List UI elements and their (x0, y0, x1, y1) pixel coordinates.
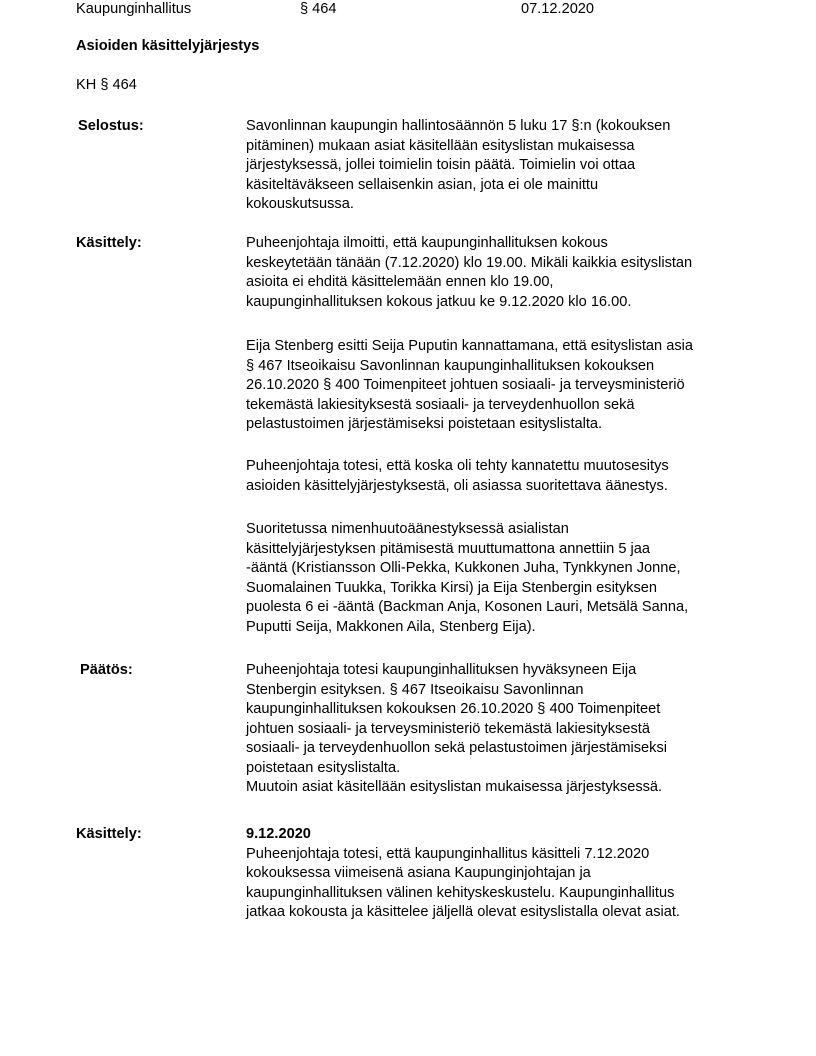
header-date: 07.12.2020 (521, 1, 595, 17)
text-line: poistetaan esityslistalta. (246, 759, 401, 776)
subheading-date: 9.12.2020 (246, 826, 311, 842)
paragraph (246, 457, 766, 496)
text-line: kaupunginhallituksen välinen kehityskeskustelu. Kaupunginhallitus (246, 884, 675, 901)
text-line: § 467 Itseoikaisu Savonlinnan kaupunginhallituksen kokouksen (246, 357, 655, 374)
text-line: johtuen sosiaali- ja terveysministeriö tekemästä lakiesityksestä (246, 720, 650, 737)
section-body-kasittely-2 (246, 825, 766, 923)
paragraph (246, 234, 766, 312)
text-line: Puputti Seija, Makkonen Aila, Stenberg Eija). (246, 618, 536, 635)
text-line: Puheenjohtaja totesi kaupunginhallituksen hyväksyneen Eija (246, 662, 637, 678)
text-line: Puheenjohtaja totesi, että koska oli tehty kannatettu muutosesitys (246, 458, 669, 474)
section-label-kasittely: Käsittely: (76, 235, 142, 251)
text-line: jatkaa kokousta ja käsittelee jäljellä olevat esityslistalla olevat asiat. (246, 904, 680, 920)
header-organ: Kaupunginhallitus (76, 1, 192, 17)
text-line: Stenbergin esityksen. § 467 Itseoikaisu Savonlinnan (246, 681, 584, 698)
text-line: kaupunginhallituksen kokous jatkuu ke 9.12.2020 klo 16.00. (246, 293, 632, 310)
text-line: Eija Stenberg esitti Seija Puputin kannattamana, että esityslistan asia (246, 338, 693, 354)
section-body-paatos (246, 661, 766, 798)
text-line: kokouksessa viimeisenä asiana Kaupunginjohtajan ja (246, 865, 591, 881)
section-body-kasittely-cont (246, 457, 766, 496)
text-line: -ääntä (Kristiansson Olli-Pekka, Kukkonen Juha, Tynkkynen Jonne, (246, 560, 681, 576)
text-line: kokouskutsussa. (246, 196, 354, 212)
text-line: Suoritetussa nimenhuutoäänestyksessä asialistan (246, 521, 569, 537)
paragraph (246, 661, 766, 798)
text-line: kaupunginhallituksen kokouksen 26.10.2020 § 400 Toimenpiteet (246, 701, 661, 717)
section-body-kasittely-cont (246, 520, 766, 637)
text-line: Puheenjohtaja totesi, että kaupunginhallitus käsitteli 7.12.2020 (246, 845, 650, 862)
section-label-selostus: Selostus: (78, 118, 144, 134)
paragraph (246, 845, 766, 923)
text-line: järjestyksessä, jollei toimielin toisin päätä. Toimielin voi ottaa (246, 157, 636, 173)
text-line: 26.10.2020 § 400 Toimenpiteet johtuen sosiaali- ja terveysministeriö (246, 377, 685, 393)
section-body-kasittely-cont (246, 337, 766, 435)
section-label-kasittely-2: Käsittely: (76, 826, 142, 842)
section-label-paatos: Päätös: (80, 662, 133, 678)
page-title: Asioiden käsittelyjärjestys (76, 38, 260, 54)
text-line: sosiaali- ja terveydenhuollon sekä pelastustoimen järjestämiseksi (246, 740, 667, 756)
text-line: Muutoin asiat käsitellään esityslistan mukaisessa järjestyksessä. (246, 779, 663, 795)
section-body-kasittely (246, 234, 766, 332)
text-line: pitäminen) mukaan asiat käsitellään esityslistan mukaisessa (246, 137, 635, 154)
text-line: asioiden käsittelyjärjestyksestä, oli asiassa suoritettava äänestys. (246, 477, 668, 494)
text-line: pelastustoimen järjestämiseksi poistetaan esityslistalta. (246, 416, 603, 432)
text-line: käsittelyjärjestyksen pitämisestä muuttumattona annettiin 5 jaa (246, 540, 650, 557)
text-line: puolesta 6 ei -ääntä (Backman Anja, Kosonen Lauri, Metsälä Sanna, (246, 599, 689, 615)
text-line: Savonlinnan kaupungin hallintosäännön 5 luku 17 §:n (kokouksen (246, 118, 671, 134)
paragraph (246, 117, 766, 215)
text-line: tekemästä lakiesityksestä sosiaali- ja terveydenhuollon sekä (246, 396, 635, 413)
section-body-selostus (246, 117, 766, 215)
text-line: Puheenjohtaja ilmoitti, että kaupunginhallituksen kokous (246, 235, 608, 251)
text-line: käsiteltäväkseen sellaisenkin asian, jota ei ole mainittu (246, 176, 599, 193)
text-line: Suomalainen Tuukka, Torikka Kirsi) ja Eija Stenbergin esityksen (246, 579, 657, 596)
text-line: asioita ei ehditä käsittelemään ennen klo 19.00, (246, 274, 554, 290)
section-reference: KH § 464 (76, 77, 137, 93)
header-section-number: § 464 (300, 1, 337, 17)
paragraph (246, 520, 766, 637)
paragraph (246, 337, 766, 435)
text-line: keskeytetään tänään (7.12.2020) klo 19.00. Mikäli kaikkia esityslistan (246, 254, 693, 271)
